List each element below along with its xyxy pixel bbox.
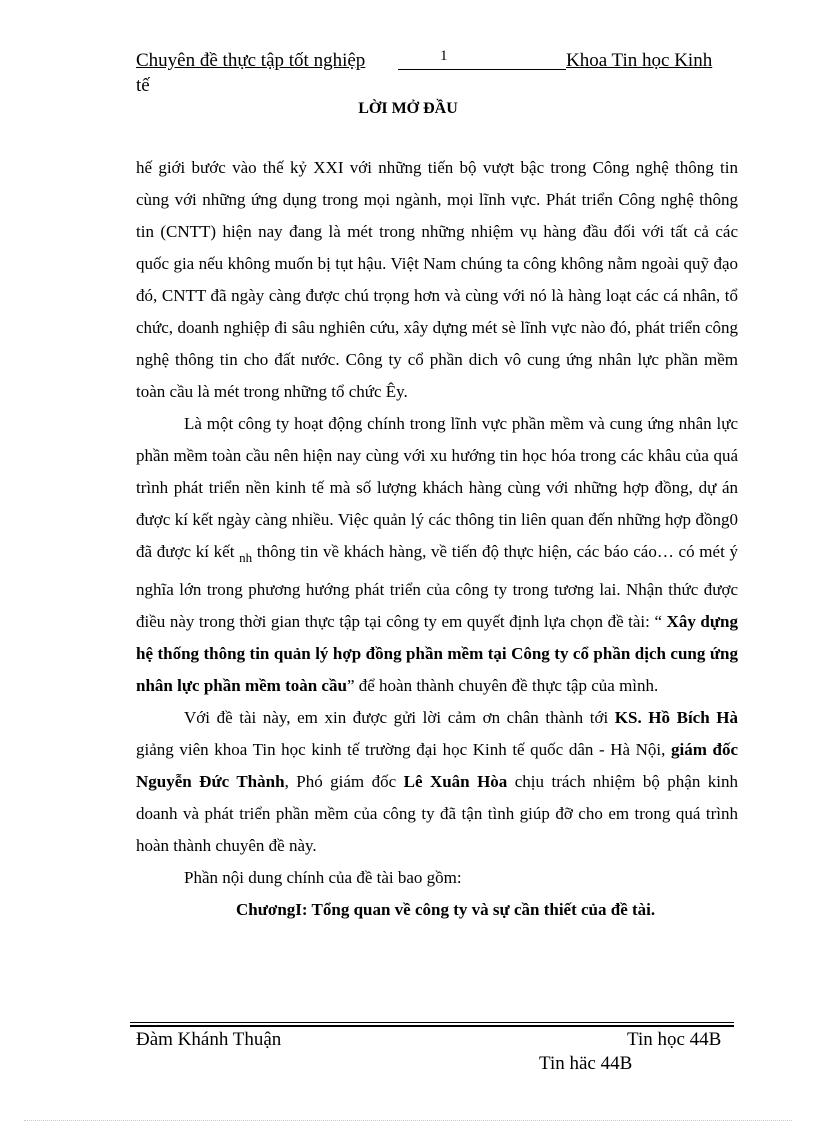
footer-author: Đàm Khánh Thuận xyxy=(136,1029,282,1050)
paragraph-company xyxy=(136,408,738,702)
footer-class: Tin học 44B xyxy=(627,1029,722,1050)
paragraph-company-text-2: thông tin về khách hàng, về tiến độ thực hiện, các báo cáo… có mét ý nghĩa lớn trong phương hướng phát triển của công ty trong tương lai. Nhận thức được điều này trong thời gian thực tập tại công ty em quyết định lựa chọn đề tài: “ xyxy=(136,542,739,631)
thanks-text-1: Với đề tài này, em xin được gửi lời cảm ơn chân thành tới xyxy=(184,708,615,727)
header-page-number: 1 xyxy=(440,48,448,64)
page-edge-dotted xyxy=(24,1120,792,1121)
page-title: LỜI MỞ ĐẦU xyxy=(358,100,458,117)
paragraph-company-text-1: Là một công ty hoạt động chính trong lĩnh vực phần mềm và cung ứng nhân lực phần mềm toàn cầu nên hiện nay cùng với xu hướng tin học hóa trong các khâu của quá trình phát triển nền kinh tế mà số lượng khách hàng cùng với những hợp đồng, dự án được kí kết ngày càng nhiều. Việc quản lý các thông tin liên quan đến những hợp đồng0 đã được kí kết xyxy=(136,414,738,561)
header-underline xyxy=(398,69,566,70)
thanks-text-3: , Phó giám đốc xyxy=(284,772,404,791)
advisor-name: KS. Hồ Bích Hà xyxy=(614,708,739,727)
paragraph-company-text-3: ” để hoàn thành chuyên đề thực tập của mình. xyxy=(346,676,659,695)
deputy-director-name: Lê Xuân Hòa xyxy=(403,772,508,791)
footer-class-duplicate: Tin häc 44B xyxy=(539,1053,633,1074)
document-body xyxy=(136,152,738,926)
thanks-text-2: giảng viên khoa Tin học kinh tế trường đại học Kinh tế quốc dân - Hà Nội, xyxy=(136,740,671,759)
header-department: Khoa Tin học Kinh xyxy=(566,50,713,71)
chapter-1-heading: ChươngI: Tổng quan về công ty và sự cần thiết của đề tài. xyxy=(236,900,656,919)
paragraph-contents-intro: Phần nội dung chính của đề tài bao gồm: xyxy=(184,868,462,887)
thesis-topic: Xây dựng hệ thống thông tin quản lý hợp đồng phần mềm tại Công ty cổ phần dịch cung ứng nhân lực phần mềm toàn cầu xyxy=(136,612,739,695)
footer-rule-thin xyxy=(130,1022,734,1023)
footer-rule-thick xyxy=(130,1025,734,1027)
director-name: giám đốc Nguyễn Đức Thành xyxy=(136,740,738,791)
header-department-wrap: tế xyxy=(136,75,150,96)
paragraph-thanks xyxy=(136,702,738,862)
paragraph-intro: hế giới bước vào thế kỷ XXI với những tiến bộ vượt bậc trong Công nghệ thông tin cùng với những ứng dụng trong mọi ngành, mọi lĩnh vực. Phát triển Công nghệ thông tin (CNTT) hiện nay đang là mét trong những nhiệm vụ hàng đầu đối với tất cả các quốc gia nếu không muốn bị tụt hậu. Việt Nam chúng ta công không nằm ngoài quỹ đạo đó, CNTT đã ngày càng được chú trọng hơn và cùng với nó là hàng loạt các cá nhân, tổ chức, doanh nghiệp đi sâu nghiên cứu, xây dựng mét sè lĩnh vực nào đó, phát triển công nghệ thông tin cho đất nước. Công ty cổ phần dich vô cung ứng nhân lực phần mềm toàn cầu là mét trong những tổ chức Êy. xyxy=(136,158,738,401)
thanks-text-4: chịu trách nhiệm bộ phận kinh doanh và phát triển phần mềm của công ty đã tận tình giúp đỡ cho em trong quá trình hoàn thành chuyên đề này. xyxy=(136,772,739,855)
header-document-title: Chuyên đề thực tập tốt nghiệp xyxy=(136,50,366,71)
subscript-fragment: nh xyxy=(239,550,253,565)
